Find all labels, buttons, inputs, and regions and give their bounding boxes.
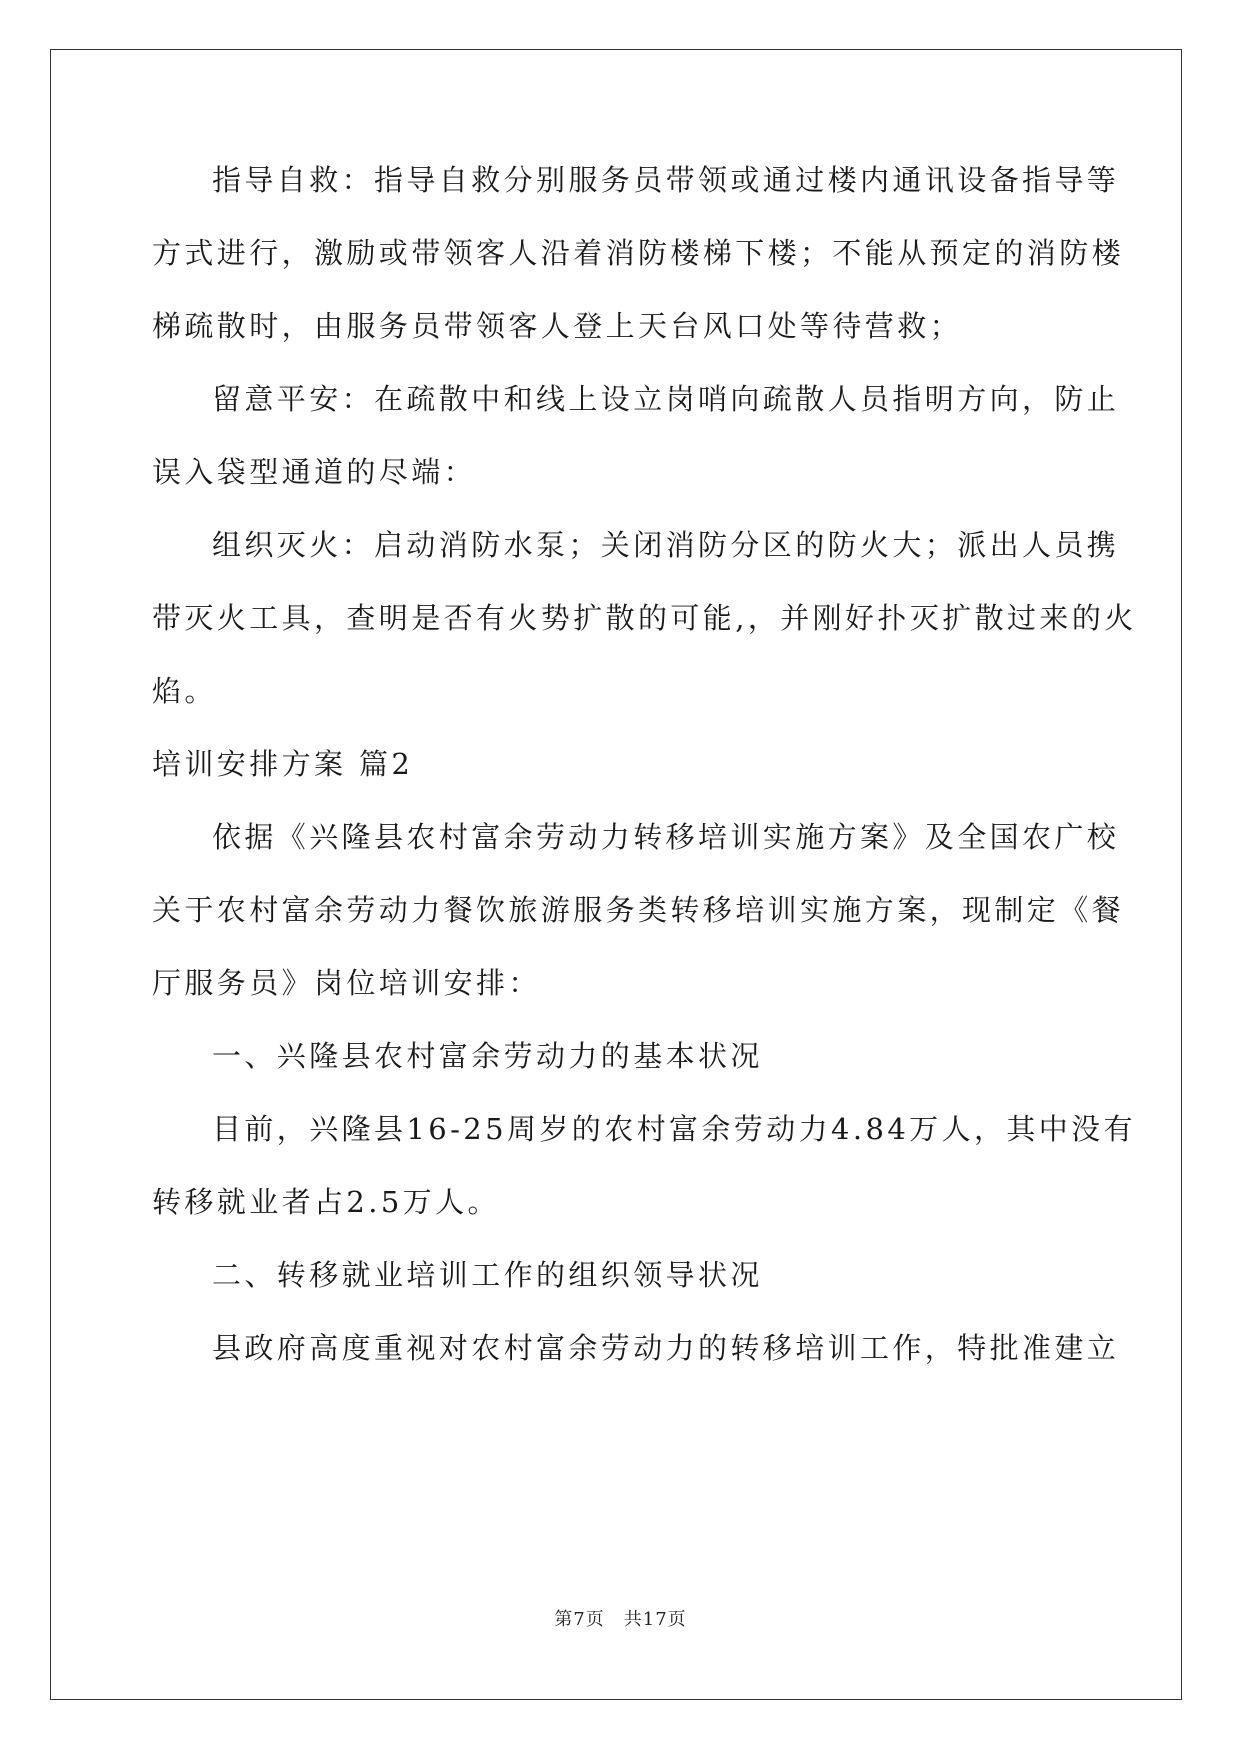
page-border xyxy=(50,49,1182,1700)
paragraph-line: 带灭火工具，查明是否有火势扩散的可能,，并刚好扑灭扩散过来的火 xyxy=(152,601,1137,635)
page-footer xyxy=(0,1605,1241,1631)
paragraph-line: 关于农村富余劳动力餐饮旅游服务类转移培训实施方案，现制定《餐 xyxy=(152,893,1125,927)
paragraph-line: 指导自救：指导自救分别服务员带领或通过楼内通讯设备指导等 xyxy=(212,163,1120,197)
paragraph-line: 组织灭火：启动消防水泵；关闭消防分区的防火大；派出人员携 xyxy=(212,528,1120,562)
paragraph-line: 留意平安：在疏散中和线上设立岗哨向疏散人员指明方向，防止 xyxy=(212,382,1120,416)
paragraph-line: 厅服务员》岗位培训安排： xyxy=(152,966,541,1000)
paragraph-line: 误入袋型通道的尽端： xyxy=(152,455,477,489)
paragraph-line: 依据《兴隆县农村富余劳动力转移培训实施方案》及全国农广校 xyxy=(212,820,1120,854)
paragraph-line: 梯疏散时，由服务员带领客人登上天台风口处等待营救； xyxy=(152,309,963,343)
page-number-label: 第7页 共17页 xyxy=(554,1609,687,1630)
subsection-heading: 二、转移就业培训工作的组织领导状况 xyxy=(212,1258,763,1292)
paragraph-line: 转移就业者占2.5万人。 xyxy=(152,1185,500,1219)
section-heading: 培训安排方案 篇2 xyxy=(152,747,414,781)
paragraph-line: 县政府高度重视对农村富余劳动力的转移培训工作，特批准建立 xyxy=(212,1331,1120,1365)
subsection-heading: 一、兴隆县农村富余劳动力的基本状况 xyxy=(212,1039,763,1073)
paragraph-line: 方式进行，激励或带领客人沿着消防楼梯下楼；不能从预定的消防楼 xyxy=(152,236,1125,270)
paragraph-line: 焰。 xyxy=(152,674,217,708)
paragraph-line: 目前，兴隆县16-25周岁的农村富余劳动力4.84万人，其中没有 xyxy=(212,1112,1136,1146)
